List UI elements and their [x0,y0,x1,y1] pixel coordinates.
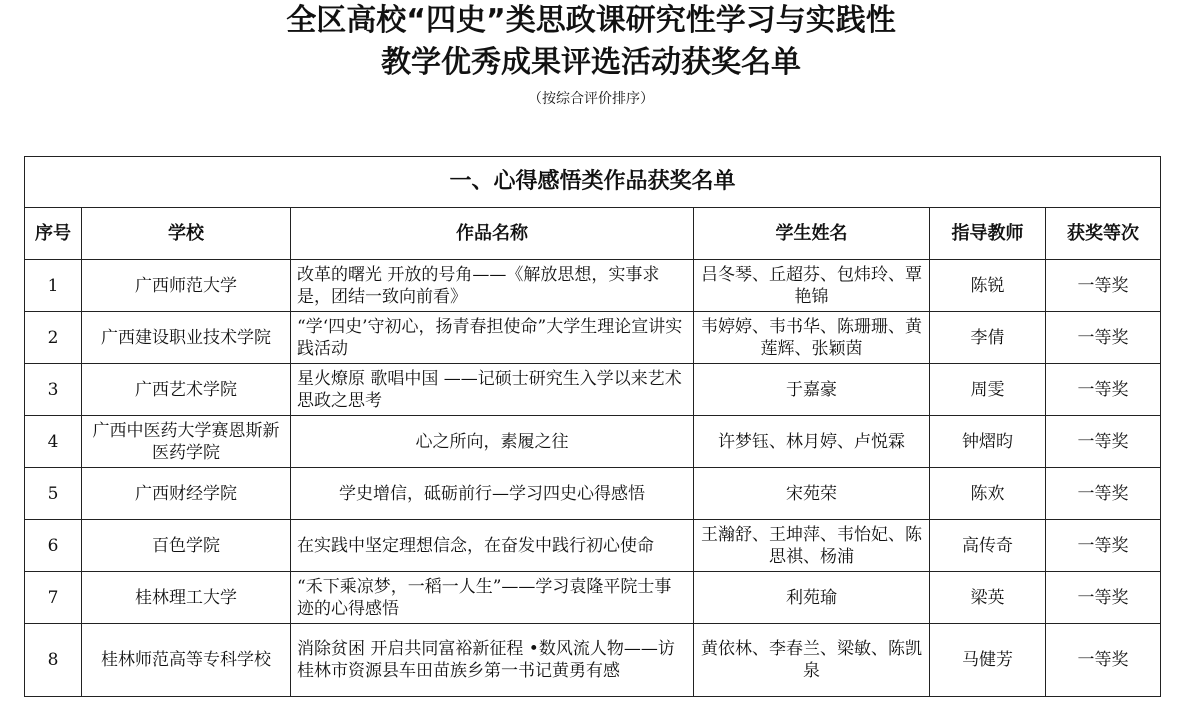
cell-no: 1 [25,260,82,312]
cell-work: 消除贫困 开启共同富裕新征程 •数风流人物——访桂林市资源县车田苗族乡第一书记黄勇有感 [291,624,694,697]
cell-work: 星火燎原 歌唱中国 ——记硕士研究生入学以来艺术思政之思考 [291,364,694,416]
cell-teacher: 陈欢 [930,468,1046,520]
cell-students: 黄依林、李春兰、梁敏、陈凯泉 [694,624,930,697]
cell-no: 3 [25,364,82,416]
cell-award: 一等奖 [1046,416,1161,468]
cell-award: 一等奖 [1046,312,1161,364]
table-row [25,624,1161,697]
column-header-teacher: 指导教师 [930,208,1046,260]
cell-award: 一等奖 [1046,364,1161,416]
cell-students: 王瀚舒、王坤萍、韦怡妃、陈思祺、杨浦 [694,520,930,572]
cell-teacher: 李倩 [930,312,1046,364]
cell-no: 6 [25,520,82,572]
cell-work: 改革的曙光 开放的号角——《解放思想，实事求是，团结一致向前看》 [291,260,694,312]
column-header-school: 学校 [82,208,291,260]
column-header-award: 获奖等次 [1046,208,1161,260]
document-title-line2: 教学优秀成果评选活动获奖名单 [381,45,801,80]
cell-students: 于嘉豪 [694,364,930,416]
cell-students: 吕冬琴、丘超芬、包炜玲、覃艳锦 [694,260,930,312]
cell-award: 一等奖 [1046,572,1161,624]
cell-work: 学史增信，砥砺前行—学习四史心得感悟 [291,468,694,520]
cell-award: 一等奖 [1046,260,1161,312]
cell-school: 百色学院 [82,520,291,572]
table-row [25,468,1161,520]
cell-no: 4 [25,416,82,468]
cell-teacher: 高传奇 [930,520,1046,572]
table-row [25,364,1161,416]
award-table [24,156,1161,697]
cell-students: 韦婷婷、韦书华、陈珊珊、黄莲辉、张颖茵 [694,312,930,364]
cell-work: 心之所向，素履之往 [291,416,694,468]
cell-school: 广西师范大学 [82,260,291,312]
cell-school: 桂林师范高等专科学校 [82,624,291,697]
cell-school: 广西财经学院 [82,468,291,520]
table-row [25,312,1161,364]
cell-work: “禾下乘凉梦，一稻一人生”——学习袁隆平院士事迹的心得感悟 [291,572,694,624]
column-header-students: 学生姓名 [694,208,930,260]
cell-work: “学‘四史’守初心，扬青春担使命”大学生理论宣讲实践活动 [291,312,694,364]
cell-teacher: 马健芳 [930,624,1046,697]
cell-no: 2 [25,312,82,364]
cell-school: 广西中医药大学赛恩斯新医药学院 [82,416,291,468]
cell-award: 一等奖 [1046,468,1161,520]
cell-work: 在实践中坚定理想信念，在奋发中践行初心使命 [291,520,694,572]
table-row [25,572,1161,624]
cell-award: 一等奖 [1046,624,1161,697]
cell-school: 广西建设职业技术学院 [82,312,291,364]
cell-students: 宋苑荣 [694,468,930,520]
section-title: 一、心得感悟类作品获奖名单 [25,157,1161,208]
document-title-line1: 全区高校“四史”类思政课研究性学习与实践性 [286,3,896,38]
table-row [25,520,1161,572]
cell-students: 许梦钰、林月婷、卢悦霖 [694,416,930,468]
table-row [25,416,1161,468]
cell-award: 一等奖 [1046,520,1161,572]
cell-school: 广西艺术学院 [82,364,291,416]
cell-students: 利苑瑜 [694,572,930,624]
cell-school: 桂林理工大学 [82,572,291,624]
cell-teacher: 梁英 [930,572,1046,624]
document-subtitle: （按综合评价排序） [528,91,654,107]
column-header-no: 序号 [25,208,82,260]
cell-teacher: 周雯 [930,364,1046,416]
column-header-work: 作品名称 [291,208,694,260]
cell-no: 7 [25,572,82,624]
cell-teacher: 钟熠昀 [930,416,1046,468]
table-row [25,260,1161,312]
cell-no: 5 [25,468,82,520]
cell-no: 8 [25,624,82,697]
cell-teacher: 陈锐 [930,260,1046,312]
